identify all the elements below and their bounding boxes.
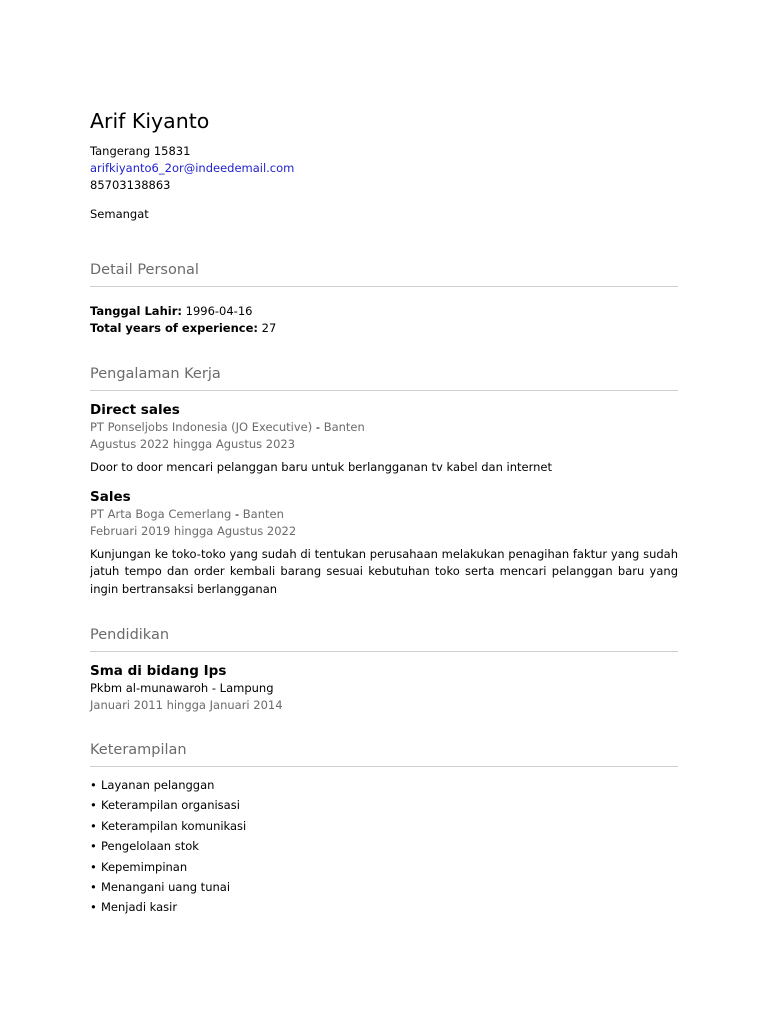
section-title-work: Pengalaman Kerja [90, 366, 221, 382]
bullet-icon: • [90, 880, 97, 895]
education-entry [90, 662, 678, 714]
skill-label: Layanan pelanggan [101, 778, 215, 792]
bullet-icon: • [90, 818, 97, 833]
job-period: Februari 2019 hingga Agustus 2022 [90, 523, 297, 538]
section-title-education: Pendidikan [90, 627, 170, 643]
skill-label: Keterampilan komunikasi [101, 818, 247, 833]
skill-label: Menangani uang tunai [101, 880, 231, 895]
experience-value: 27 [261, 321, 277, 335]
experience-label: Total years of experience: [90, 321, 258, 335]
education-degree: Sma di bidang Ips [90, 663, 227, 679]
job-description: Door to door mencari pelanggan baru untuk berlangganan tv kabel dan internet [90, 460, 553, 474]
skill-item [90, 836, 678, 856]
bullet-icon: • [90, 798, 97, 813]
job-title: Direct sales [90, 402, 180, 418]
location-text: Tangerang 15831 [90, 144, 191, 158]
skill-item [90, 775, 678, 795]
candidate-name: Arif Kiyanto [90, 109, 210, 133]
bullet-icon: • [90, 778, 97, 792]
bullet-icon: • [90, 839, 97, 854]
job-separator: - [231, 506, 243, 521]
job-entry [90, 401, 678, 477]
section-divider [90, 651, 678, 652]
skill-item [90, 877, 678, 897]
job-company: PT Arta Boga Cemerlang [90, 506, 232, 521]
experience-row [90, 320, 678, 337]
job-company-line [90, 506, 678, 523]
dob-value: 1996-04-16 [185, 304, 253, 318]
skills-section [90, 740, 678, 918]
job-company-line [90, 419, 678, 436]
skill-item [90, 816, 678, 836]
dob-row [90, 303, 678, 320]
skill-label: Keterampilan organisasi [101, 798, 240, 813]
education-section [90, 625, 678, 714]
section-title-skills: Keterampilan [90, 742, 187, 758]
skill-label: Kepemimpinan [101, 859, 188, 874]
education-period: Januari 2011 hingga Januari 2014 [90, 698, 283, 712]
skill-label: Menjadi kasir [101, 900, 178, 915]
skill-item [90, 857, 678, 877]
skills-list [90, 775, 678, 918]
job-company: PT Ponseljobs Indonesia (JO Executive) [90, 420, 313, 434]
education-school: Pkbm al-munawaroh - Lampung [90, 681, 274, 695]
skill-item [90, 897, 678, 917]
section-title-personal: Detail Personal [90, 262, 199, 278]
job-title: Sales [90, 488, 131, 505]
phone-text: 85703138863 [90, 178, 171, 192]
job-period: Agustus 2022 hingga Agustus 2023 [90, 437, 296, 451]
job-location: Banten [323, 420, 365, 434]
job-description: Kunjungan ke toko-toko yang sudah di tentukan perusahaan melakukan penagihan faktur yang sudah jatuh tempo dan order kembali barang sesuai kebutuhan toko serta mencari pelanggan baru yang ingin bertransaksi berlangganan [90, 546, 678, 596]
email-link[interactable]: arifkiyanto6_2or@indeedemail.com [90, 161, 295, 175]
job-separator: - [312, 420, 324, 434]
dob-label: Tanggal Lahir: [90, 304, 182, 318]
section-divider [90, 766, 678, 767]
bullet-icon: • [90, 859, 97, 874]
resume-header [90, 108, 678, 223]
section-divider [90, 390, 678, 391]
job-location: Banten [242, 506, 284, 521]
skill-item [90, 795, 678, 815]
bullet-icon: • [90, 900, 97, 915]
work-experience-section [90, 364, 678, 598]
job-entry [90, 488, 678, 599]
summary-text: Semangat [90, 207, 149, 221]
skill-label: Pengelolaan stok [101, 839, 199, 854]
section-divider [90, 286, 678, 287]
personal-details-section [90, 260, 678, 337]
